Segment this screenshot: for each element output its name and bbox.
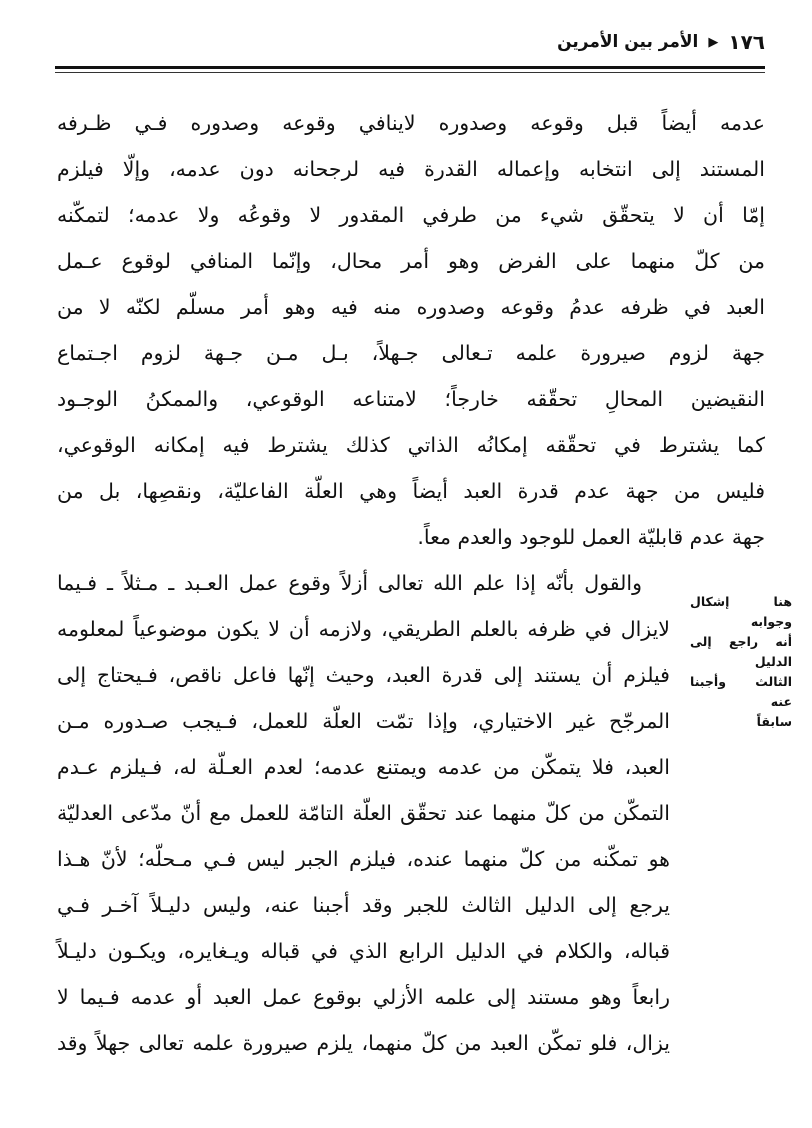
- running-title: الأمر بين الأمرين: [557, 32, 699, 52]
- triangle-arrow-icon: ▶: [708, 34, 719, 50]
- margin-note-line: سابقاً: [756, 714, 792, 729]
- paragraph-1-line: المستند إلى انتخابه وإعماله القدرة فيه لرجحانه دون عدمه، وإلّا فيلزم: [57, 157, 765, 181]
- header-rule-thin: [55, 72, 765, 73]
- page-number: ١٧٦: [728, 30, 765, 54]
- margin-note: [690, 592, 792, 732]
- paragraph-2-line: والقول بأنّه إذا علم الله تعالى أزلاً وقوع عمل العـبد ـ مـثلاً ـ فـيما: [57, 571, 642, 595]
- running-header: [557, 30, 765, 54]
- paragraph-2-line: هو تمكّنه من كلّ منهما عنده، فيلزم الجبر ليس فـي مـحلّه؛ لأنّ هـذا: [57, 847, 670, 871]
- paragraph-2-line: يزال، فلو تمكّن العبد من كلّ منهما، يلزم صيرورة علمه تعالى جهلاً وقد: [57, 1031, 670, 1055]
- margin-note-line: هنا إشكال وجوابه: [690, 594, 792, 629]
- paragraph-1-line: إمّا أن لا يتحقّق شيء من طرفي المقدور لا وقوعُه ولا عدمه؛ لتمكّنه: [57, 203, 765, 227]
- paragraph-2-line: لايزال في ظرفه بالعلم الطريقي، ولازمه أن لا يكون موضوعياً لمعلومه: [57, 617, 670, 641]
- paragraph-1-line: من كلّ منهما على الفرض وهو أمر محال، وإنّما المنافي لوقوع عـمل: [57, 249, 765, 273]
- paragraph-2-line: فيلزم أن يستند إلى قدرة العبد، وحيث إنّها فاعل ناقص، فـيحتاج إلى: [57, 663, 670, 687]
- paragraph-1-line: فليس من جهة عدم قدرة العبد أيضاً وهي العلّة الفاعليّة، ونقصِها، بل من: [57, 479, 765, 503]
- paragraph-1-line: عدمه أيضاً قبل وقوعه وصدوره لاينافي وقوعه وصدوره فـي ظـرفه: [57, 111, 765, 135]
- paragraph-1-line: جهة عدم قابليّة العمل للوجود والعدم معاً.: [417, 525, 765, 549]
- paragraph-2-line: التمكّن من كلّ منهما عند تحقّق العلّة التامّة للعمل مع أنّ مدّعى العدليّة: [57, 801, 670, 825]
- margin-note-line: أنه راجع إلى الدليل: [690, 634, 792, 669]
- paragraph-2-line: المرجّح غير الاختياري، وإذا تمّت العلّة للعمل، فـيجب صـدوره مـن: [57, 709, 670, 733]
- header-rule-thick: [55, 66, 765, 69]
- paragraph-1-line: النقيضين المحالِ تحقّقه خارجاً؛ لامتناعه الوقوعي، والممكنُ الوجـود: [57, 387, 765, 411]
- paragraph-2-line: يرجع إلى الدليل الثالث للجبر وقد أجبنا عنه، وليس دليـلاً آخـر فـي: [57, 893, 670, 917]
- paragraph-2-line: العبد، فلا يتمكّن من عدمه ويمتنع عدمه؛ لعدم العـلّة له، فـيلزم عـدم: [57, 755, 670, 779]
- paragraph-2-line: رابعاً وهو مستند إلى علمه الأزلي بوقوع عمل العبد أو عدمه فـيما لا: [57, 985, 670, 1009]
- margin-note-line: الثالث وأجبنا عنه: [690, 674, 792, 709]
- paragraph-1-line: جهة لزوم صيرورة علمه تـعالى جـهلاً، بـل مـن جـهة لزوم اجـتماع: [57, 341, 765, 365]
- paragraph-1-line: كما يشترط في تحقّقه إمكانُه الذاتي كذلك يشترط فيه إمكانه الوقوعي،: [57, 433, 765, 457]
- paragraph-2-line: قباله، والكلام في الدليل الرابع الذي في قباله ويـغايره، ويكـون دليـلاً: [57, 939, 670, 963]
- paragraph-1-line: العبد في ظرفه عدمُ وقوعه وصدوره منه فيه وهو أمر مسلّم لكنّه لا من: [57, 295, 765, 319]
